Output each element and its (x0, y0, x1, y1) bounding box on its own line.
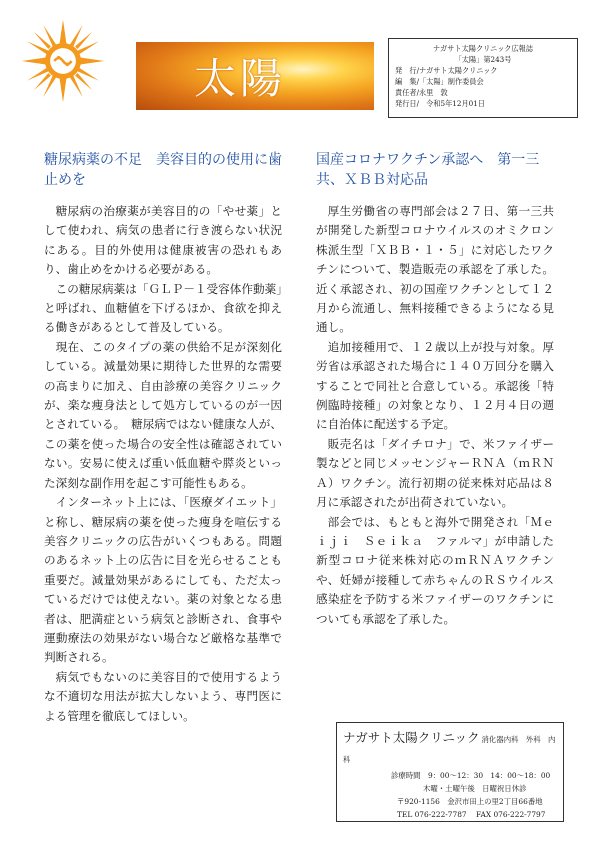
article-1-paragraph: 現在、このタイプの薬の供給不足が深刻化している。減量効果に期待した世界的な需要の高まりに加え、自由診療の美容クリニックが、楽な痩身法として処方しているのが一因とされている。 糖尿病ではない健康な人が、この薬を使った場合の安全性は確認されていない。安易に使えば重い低血糖や膵炎といった深刻な副作用を起こす可能性もある。 (44, 339, 282, 490)
article-2-paragraph: 部会では、もともと海外で開発され「Ｍｅｉｊｉ Ｓｅｉｋａ ファルマ」が申請した新型コロナ従来株対応のｍＲＮＡワクチンや、妊婦が接種して赤ちゃんのＲＳウイルス感染症を予防する米ファイザーのワクチンについても承認を了承した。 (316, 514, 554, 626)
clinic-hours: 診療時間 9：00～12：30 14：00～18：00 (391, 771, 551, 780)
publisher-line: ナガサト太陽クリニック広報誌 (432, 44, 534, 53)
issue-number: 「太陽」第243号 (454, 55, 512, 64)
sun-logo-icon (20, 18, 106, 104)
clinic-name: ナガサト太陽クリニック (343, 730, 480, 745)
article-1-body (44, 202, 282, 726)
clinic-departments: 消化器内科 外科 内科 (343, 735, 556, 764)
article-1-paragraph: この糖尿病薬は「ＧＬＰ－１受容体作動薬」と呼ばれ、血糖値を下げるほか、食欲を抑える働きがあるとして普及している。 (44, 281, 282, 335)
clinic-info-box (336, 722, 564, 822)
masthead-title: 太陽 (194, 54, 287, 103)
responsible-person: 責任者/永里 敦 (395, 88, 448, 97)
masthead-banner (136, 42, 374, 110)
article-1-paragraph: 糖尿病の治療薬が美容目的の「やせ薬」として使われ、病気の患者に行き渡らない状況にある。目的外使用は健康被害の恐れもあり、歯止めをかける必要がある。 (44, 204, 282, 277)
article-2-headline: 国産コロナワクチン承認へ 第一三共、ＸＢＢ対応品 (316, 152, 540, 188)
article-2-paragraph: 厚生労働省の専門部会は２７日、第一三共が開発した新型コロナウイルスのオミクロン株派生型「ＸＢＢ・１・５」に対応したワクチンについて、製造販売の承認を了承した。近く承認され、初の国産ワクチンとして１２月から流通し、無料接種できるようになる見通し。 (316, 204, 554, 335)
article-1-paragraph: インターネット上には、「医療ダイエット」と称し、糖尿病の薬を使った痩身を喧伝する美容クリニックの広告がいくつもある。問題のあるネット上の広告に目を光らせることも重要だ。減量効果があるにしても、ただ太っているだけでは使えない。薬の対象となる患者は、肥満症という病気と診断され、食事や運動療法の効果がない場合など厳格な基準で判断される。 (44, 495, 282, 665)
article-1-paragraph: 病気でもないのに美容目的で使用するような不適切な用法が拡大しないよう、専門医による管理を徹底してほしい。 (44, 669, 282, 723)
article-2-paragraph: 販売名は「ダイチロナ」で、米ファイザー製などと同じメッセンジャーＲＮＡ（ｍＲＮＡ）ワクチン。流行初期の従来株対応品は８月に承認されたが出荷されていない。 (316, 436, 554, 510)
article-1-headline: 糖尿病薬の不足 美容目的の使用に歯止めを (44, 152, 282, 188)
editor: 編 集/「太陽」制作委員会 (395, 77, 484, 86)
article-2-body (316, 202, 554, 629)
clinic-address: 〒920-1156 金沢市田上の里2丁目66番地 (397, 797, 543, 806)
publisher: 発 行/ナガサト太陽クリニック (395, 66, 498, 75)
issue-info-box (388, 38, 578, 118)
clinic-fax: FAX 076-222-7797 (476, 810, 546, 819)
issue-date: 発行日/ 令和5年12月01日 (395, 99, 485, 108)
clinic-phone: TEL 076-222-7787 (397, 810, 467, 819)
clinic-closed-days: 木曜・土曜午後 日曜祝日休診 (423, 784, 527, 793)
article-2-paragraph: 追加接種用で、１２歳以上が投与対象。厚労省は承認された場合に１４０万回分を購入することで同社と合意している。承認後「特例臨時接種」の対象となり、１２月４日の週に自治体に配送する予定。 (316, 339, 554, 432)
